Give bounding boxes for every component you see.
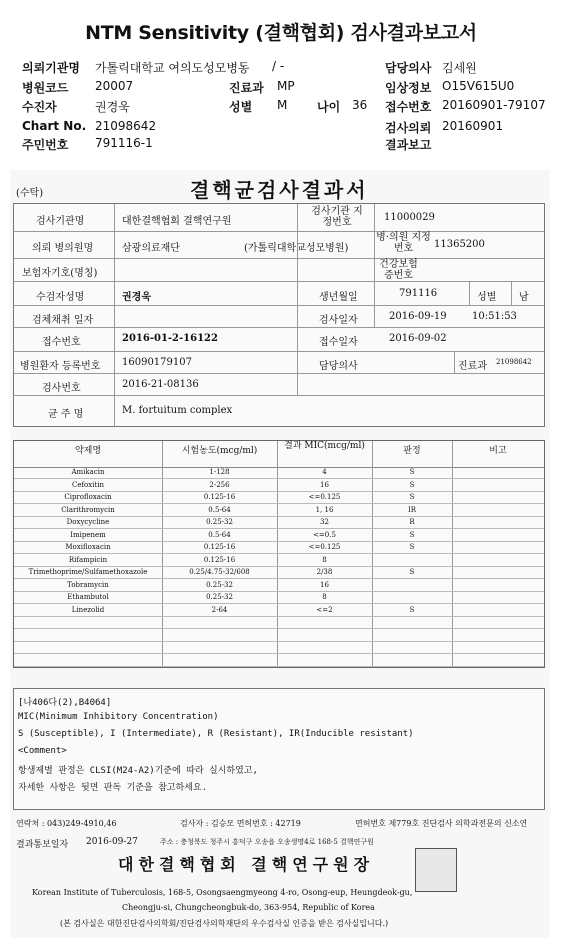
receipt-date-label: 접수일자 — [319, 337, 358, 348]
table-cell: Moxifloxacin — [65, 543, 111, 551]
table-row — [14, 605, 544, 617]
dob-value: 791116 — [399, 288, 438, 299]
test-date-label: 검사일자 — [319, 315, 358, 326]
patient-name-value: 권경욱 — [122, 292, 151, 303]
table-cell — [452, 592, 544, 603]
table-cell: Clarithromycin — [61, 505, 115, 514]
table-cell: S — [409, 493, 415, 501]
table-cell: S — [409, 530, 415, 539]
table-cell — [372, 642, 452, 653]
col-interpretation: 판정 — [403, 446, 421, 456]
reg-no-value: 16090179107 — [122, 357, 192, 368]
dept-label: 진료과 — [229, 81, 264, 95]
table-cell — [372, 580, 452, 591]
table-row — [14, 592, 544, 604]
footer-eng-line1: Korean Institute of Tuberculosis, 168-5, Osongsaengmyeong 4-ro, Osong-eup, Heungdeok-gu, — [32, 888, 413, 897]
sex-label: 성별 — [229, 100, 253, 114]
table-cell — [452, 617, 544, 628]
sex-value: M — [277, 98, 288, 112]
hospital-code-value: 20007 — [95, 79, 134, 93]
col-remark: 비고 — [489, 446, 507, 456]
table-cell: <=0.5 — [313, 530, 336, 539]
result-report-label: 결과보고 — [385, 138, 432, 152]
footer-inspector: 검사자 : 김승모 면허번호 : 42719 — [180, 819, 301, 828]
patient-label: 수진자 — [22, 100, 57, 114]
drug-susceptibility-table — [13, 440, 545, 668]
reg-no-label: 병원환자 등록번호 — [20, 361, 101, 372]
ref-hosp-value: 삼광의료재단 — [122, 243, 180, 254]
table-row — [14, 530, 544, 542]
table-cell — [162, 630, 277, 641]
table-cell — [452, 567, 544, 578]
table-cell: Linezolid — [71, 605, 105, 614]
test-date-value: 2016-09-19 — [389, 311, 447, 322]
doc-receipt-value: 2016-01-2-16122 — [122, 333, 218, 344]
table-row — [14, 555, 544, 567]
ref-hosp-sub: (가톨릭대학교성모병원) — [244, 243, 349, 254]
table-cell — [372, 555, 452, 566]
table-cell: <=0.125 — [308, 543, 341, 551]
doc-doctor-label: 담당의사 — [319, 361, 358, 372]
lab-no-value: 11000029 — [384, 212, 435, 223]
table-cell: 0.125-16 — [203, 493, 236, 501]
doc-dept-value: 21098642 — [496, 358, 532, 366]
table-cell: Ciprofloxacin — [64, 493, 112, 501]
chart-value: 21098642 — [95, 119, 157, 133]
dob-label: 생년월일 — [319, 292, 358, 303]
col-drug: 약제명 — [74, 446, 102, 456]
clinical-value: O15V615U0 — [442, 79, 515, 93]
table-cell: S — [409, 480, 415, 489]
table-row — [14, 480, 544, 492]
receipt-value: 20160901-79107 — [442, 98, 546, 112]
patient-name-label: 수검자성명 — [36, 292, 85, 303]
drug-table-header — [14, 441, 544, 468]
doc-title: 결핵균검사결과서 — [190, 178, 369, 202]
footer-eng-line2: Cheongju-si, Chungcheongbuk-do, 363-954, Republic of Korea — [122, 903, 375, 912]
table-cell: 0.125-16 — [203, 555, 236, 564]
table-cell — [277, 642, 372, 653]
comment-line: S (Susceptible), I (Intermediate), R (Resistant), IR(Inducible resistant) — [18, 729, 414, 739]
table-cell — [452, 517, 544, 528]
table-cell: 32 — [320, 518, 329, 526]
comment-box — [13, 688, 545, 810]
table-cell — [452, 492, 544, 503]
lab-label: 검사기관명 — [36, 216, 85, 227]
table-cell — [277, 655, 372, 666]
table-cell: 1-128 — [209, 468, 230, 476]
table-row — [14, 630, 544, 642]
table-cell — [277, 630, 372, 641]
hospital-code-label: 병원코드 — [22, 81, 69, 95]
comment-line: [나406다(2),B4064] — [18, 698, 112, 708]
table-cell — [452, 580, 544, 591]
table-cell: R — [409, 518, 415, 526]
table-row — [14, 467, 544, 479]
table-cell: 16 — [320, 580, 329, 589]
table-cell: Rifampicin — [68, 555, 108, 564]
ref-hosp-label: 의뢰 병의원명 — [32, 243, 94, 254]
doctor-label: 담당의사 — [385, 61, 432, 75]
table-cell: 2/38 — [316, 568, 333, 576]
table-cell: 0.25-32 — [206, 593, 233, 601]
table-cell: Amikacin — [71, 468, 105, 476]
receipt-label: 접수번호 — [385, 100, 432, 114]
table-cell: 0.5-64 — [208, 530, 231, 539]
institution-label: 의뢰기관명 — [22, 61, 80, 75]
report-title: NTM Sensitivity (결핵협회) 검사결과보고서 — [85, 22, 477, 44]
table-cell: S — [409, 605, 415, 614]
table-cell: Ethambutol — [67, 593, 109, 601]
table-cell: <=0.125 — [308, 493, 341, 501]
doctor-value: 김세원 — [442, 61, 477, 75]
id-value: 791116-1 — [95, 136, 153, 150]
col-concentration: 시험농도(mcg/ml) — [181, 446, 258, 456]
test-time-value: 10:51:53 — [472, 311, 517, 322]
table-cell — [162, 617, 277, 628]
table-cell — [14, 617, 162, 628]
table-cell — [14, 655, 162, 666]
footer-address: 주소 : 충청북도 청주시 흥덕구 오송읍 오송생명4로 168-5 결핵연구원 — [160, 838, 374, 846]
chart-label: Chart No. — [22, 119, 87, 133]
table-row — [14, 492, 544, 504]
table-cell: S — [409, 568, 415, 576]
table-cell: 0.25-32 — [206, 580, 233, 589]
table-row — [14, 505, 544, 517]
table-cell — [372, 655, 452, 666]
table-cell: 0.25-32 — [206, 518, 233, 526]
request-value: 20160901 — [442, 119, 504, 133]
table-cell — [14, 630, 162, 641]
report-date-value: 2016-09-27 — [86, 837, 138, 847]
table-cell: 0.5-64 — [208, 505, 231, 514]
doc-sex-value: 남 — [519, 292, 529, 303]
doc-tag: (수탁) — [16, 188, 44, 199]
table-cell — [452, 605, 544, 616]
table-row — [14, 655, 544, 667]
table-cell — [277, 617, 372, 628]
col-mic: 결과 MIC(mcg/ml) — [284, 441, 365, 451]
table-cell: 2-64 — [211, 605, 228, 614]
table-row — [14, 517, 544, 529]
table-cell: Doxycycline — [66, 518, 110, 526]
lab-value: 대한결핵협회 결핵연구원 — [122, 216, 232, 227]
receipt-date-value: 2016-09-02 — [389, 333, 447, 344]
table-cell: Imipenem — [70, 530, 106, 539]
table-cell: 8 — [322, 593, 327, 601]
comment-line: 자세한 사항은 뒷면 판독 기준을 참고하세요. — [18, 783, 208, 793]
table-cell — [452, 655, 544, 666]
doc-dept-label: 진료과 — [458, 361, 487, 372]
comment-line: 항생제별 판정은 CLSI(M24-A2)기준에 따라 실시하였고, — [18, 766, 258, 776]
footer-certify: (본 검사실은 대한진단검사의학회/진단검사의학재단의 우수검사실 인증을 받은 검사실입니다.) — [60, 919, 389, 928]
table-cell — [452, 542, 544, 553]
dept-code-dash: / - — [272, 59, 285, 73]
table-cell: S — [409, 468, 415, 476]
age-label: 나이 — [317, 100, 341, 114]
table-cell: Trimethoprime/Sulfamethoxazole — [28, 568, 148, 576]
patient-value: 권경욱 — [95, 100, 130, 114]
table-row — [14, 567, 544, 579]
institution-value: 가톨릭대학교 여의도성모병동 — [95, 61, 250, 75]
doc-receipt-label: 접수번호 — [42, 337, 81, 348]
report-date-label: 결과통보일자 — [16, 840, 69, 850]
clinic-no-value: 11365200 — [434, 239, 485, 250]
comment-line: MIC(Minimum Inhibitory Concentration) — [18, 712, 219, 722]
table-cell — [372, 592, 452, 603]
table-cell: IR — [407, 505, 417, 514]
table-cell — [452, 480, 544, 491]
official-seal-stamp — [415, 848, 457, 892]
org-name: 대한결핵협회 결핵연구원장 — [118, 855, 375, 874]
table-cell — [162, 655, 277, 666]
test-no-label: 검사번호 — [42, 383, 81, 394]
table-cell — [452, 467, 544, 478]
test-no-value: 2016-21-08136 — [122, 379, 199, 390]
table-cell — [452, 630, 544, 641]
insurance-id-label: 건강보험 증번호 — [379, 259, 418, 281]
lab-no-label: 검사기관 지정번호 — [311, 206, 363, 228]
table-cell: 0.25/4.75-32/608 — [189, 568, 250, 576]
scanned-document — [10, 170, 550, 938]
table-cell: 0.125-16 — [203, 543, 236, 551]
request-label: 검사의뢰 — [385, 121, 432, 135]
doc-sex-label: 성별 — [477, 292, 497, 303]
table-row — [14, 542, 544, 554]
table-cell — [452, 530, 544, 541]
info-table — [13, 203, 545, 427]
table-cell: 8 — [322, 555, 327, 564]
clinical-label: 임상정보 — [385, 81, 432, 95]
insurer-label: 보험자기호(명칭) — [22, 268, 98, 279]
table-row — [14, 580, 544, 592]
collect-date-label: 검체채취 일자 — [32, 315, 94, 326]
clinic-no-label: 병·의원 지정번호 — [376, 232, 431, 254]
table-cell — [162, 642, 277, 653]
table-cell: Cefoxitin — [71, 480, 105, 489]
footer-reviewer: 면허번호 제779호 진단검사 의학과전문의 신소연 — [355, 819, 528, 828]
footer-contact: 연락처 : 043)249-4910,46 — [16, 819, 117, 828]
organism-label: 균 주 명 — [48, 409, 84, 420]
table-row — [14, 617, 544, 629]
age-value: 36 — [352, 98, 368, 112]
table-row — [14, 642, 544, 654]
table-cell — [452, 555, 544, 566]
table-cell: Tobramycin — [67, 580, 109, 589]
table-cell: 4 — [322, 468, 327, 476]
table-cell — [372, 617, 452, 628]
organism-value: M. fortuitum complex — [122, 405, 233, 416]
table-cell — [452, 505, 544, 516]
table-cell: <=2 — [316, 605, 333, 614]
table-cell — [14, 642, 162, 653]
table-cell: S — [409, 543, 415, 551]
id-label: 주민번호 — [22, 138, 69, 152]
table-cell: 1, 16 — [315, 505, 334, 514]
table-cell: 16 — [320, 480, 329, 489]
dept-value: MP — [277, 79, 295, 93]
comment-line: <Comment> — [18, 746, 67, 756]
table-cell — [372, 630, 452, 641]
table-cell — [452, 642, 544, 653]
table-cell: 2-256 — [209, 480, 230, 489]
